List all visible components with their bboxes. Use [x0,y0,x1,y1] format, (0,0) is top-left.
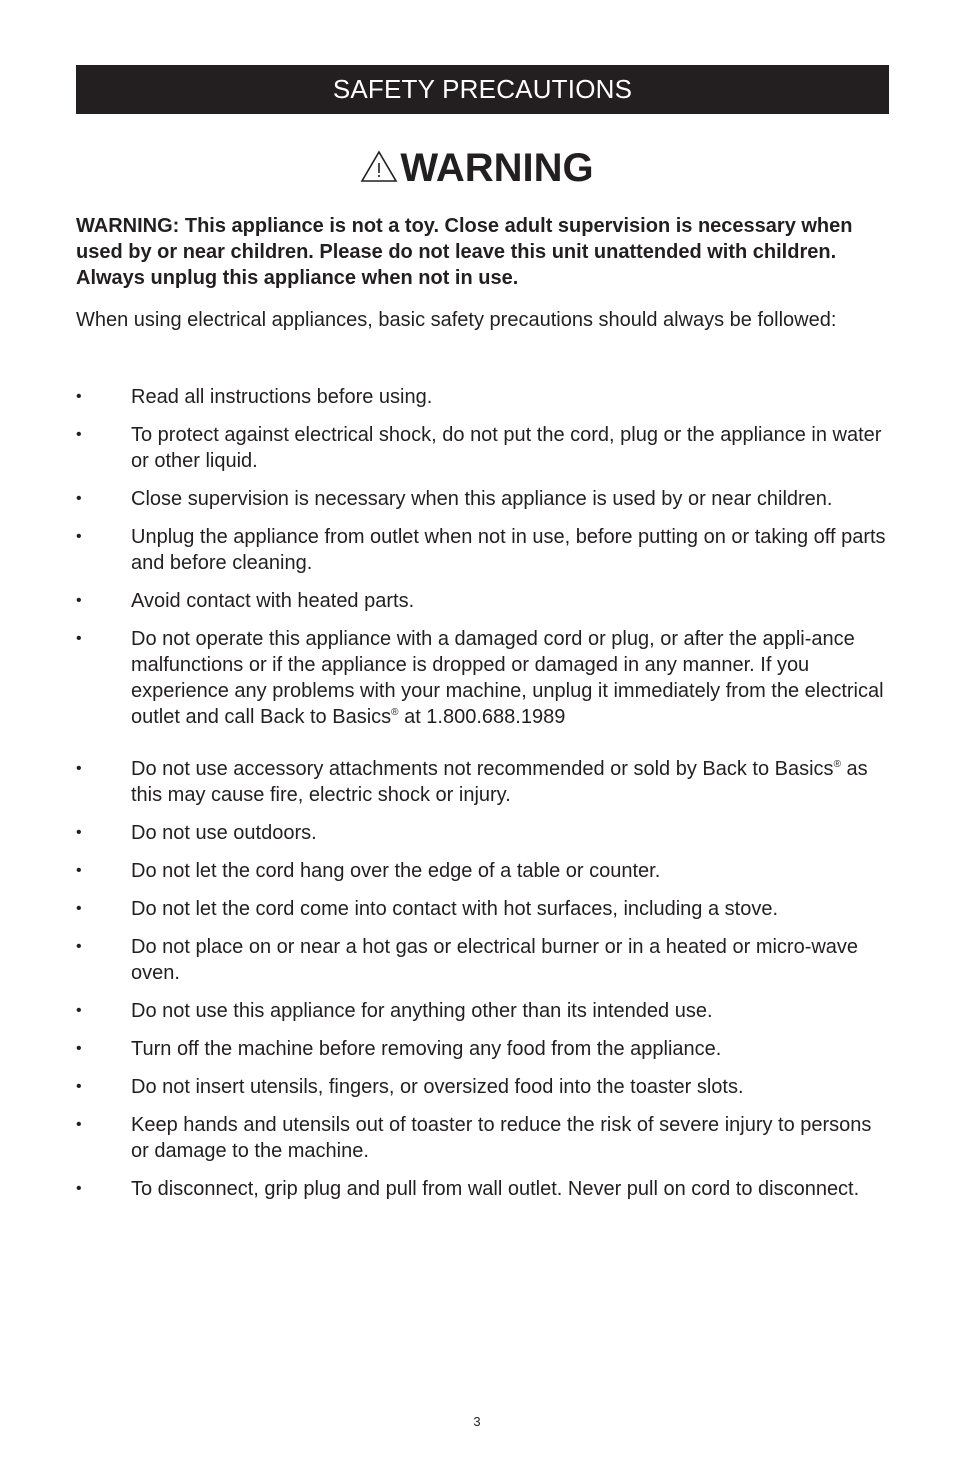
list-item [76,1036,891,1062]
precautions-list [76,384,891,1214]
bullet: • [76,760,82,777]
list-item-text: Do not use accessory attachments not recommended or sold by Back to Basics® as this may cause fire, electric shock or injury. [131,758,868,806]
bullet: • [76,426,82,443]
list-item [76,934,891,986]
warning-heading [0,140,954,196]
list-item-text: To disconnect, grip plug and pull from wall outlet. Never pull on cord to disconnect. [131,1178,860,1200]
list-item-text: Do not insert utensils, fingers, or oversized food into the toaster slots. [131,1076,744,1098]
list-item [76,422,891,474]
bullet: • [76,862,82,879]
list-item-text: Read all instructions before using. [131,386,433,408]
list-item-text: Turn off the machine before removing any food from the appliance. [131,1038,722,1060]
bold-warning-paragraph: WARNING: This appliance is not a toy. Close adult supervision is necessary when used by or near children. Please do not leave this unit unattended with children. Always unplug this appliance when not in use. [76,215,853,289]
page-number: 3 [473,1414,481,1429]
bullet: • [76,630,82,647]
list-item [76,1074,891,1100]
list-item [76,1112,891,1164]
list-item-text: To protect against electrical shock, do not put the cord, plug or the appliance in water or other liquid. [131,424,882,472]
list-item [76,858,891,884]
bullet: • [76,1078,82,1095]
bullet: • [76,490,82,507]
bullet: • [76,528,82,545]
list-item [76,626,891,730]
intro-paragraph: When using electrical appliances, basic safety precautions should always be followed: [76,309,837,331]
list-item [76,486,891,512]
list-item-text: Avoid contact with heated parts. [131,590,415,612]
list-item [76,820,891,846]
list-item [76,998,891,1024]
list-item-text: Do not use this appliance for anything other than its intended use. [131,1000,713,1022]
warning-triangle-icon [360,150,398,183]
bullet: • [76,388,82,405]
bullet: • [76,1040,82,1057]
list-item-text: Unplug the appliance from outlet when not in use, before putting on or taking off parts and before cleaning. [131,526,886,574]
list-item-text: Do not let the cord hang over the edge of a table or counter. [131,860,661,882]
list-item-text: Do not use outdoors. [131,822,317,844]
list-item [76,384,891,410]
list-item-text: Keep hands and utensils out of toaster to reduce the risk of severe injury to persons or damage to the machine. [131,1114,872,1162]
list-item-text: Close supervision is necessary when this appliance is used by or near children. [131,488,833,510]
registered-mark: ® [833,759,841,770]
bullet: • [76,1116,82,1133]
list-item [76,896,891,922]
list-item [76,1176,891,1202]
list-item [76,588,891,614]
registered-mark: ® [391,707,399,718]
section-header-bar [76,65,889,114]
list-item-text: Do not operate this appliance with a damaged cord or plug, or after the appli-ance malfunctions or if the appliance is dropped or damaged in any manner. If you experience any problems with your machine, unplug it immediately from the electrical outlet and call Back to Basics® at 1.800.688.1989 [131,628,884,728]
bullet: • [76,824,82,841]
section-title: SAFETY PRECAUTIONS [332,74,633,104]
bullet: • [76,1180,82,1197]
bullet: • [76,592,82,609]
list-item [76,756,891,808]
warning-heading-text: WARNING [400,146,594,190]
list-item-text: Do not place on or near a hot gas or electrical burner or in a heated or micro-wave oven. [131,936,859,984]
bullet: • [76,1002,82,1019]
bullet: • [76,900,82,917]
list-item-text: Do not let the cord come into contact with hot surfaces, including a stove. [131,898,779,920]
bullet: • [76,938,82,955]
list-item [76,524,891,576]
